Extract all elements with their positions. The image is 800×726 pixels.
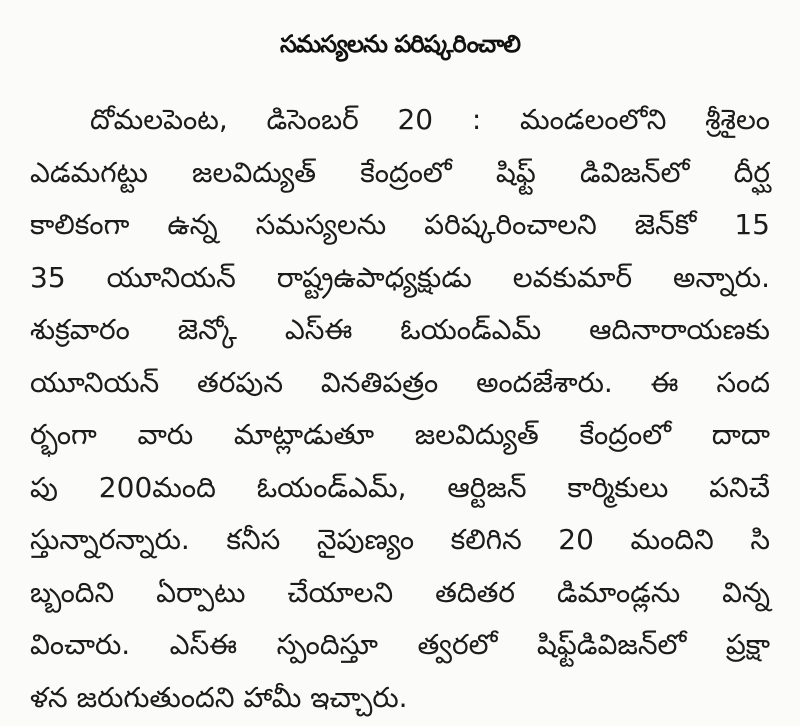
article-line: వించారు. ఎస్ఈ స్పందిస్తూ త్వరలో షిఫ్ట్‌డివిజన్‌లో ప్రక్షా xyxy=(30,628,770,661)
article-line: శుక్రవారం జెన్కో ఎస్ఈ ఓయండ్‌ఎమ్ ఆదినారాయణకు xyxy=(30,313,770,346)
article-line: స్తున్నారన్నారు. కనీస నైపుణ్యం కలిగిన 20 మందిని సి xyxy=(30,523,770,556)
article-line: ఎడమగట్టు జలవిద్యుత్ కేంద్రంలో షిఫ్ట్ డివిజన్‌లో దీర్ఘ xyxy=(30,155,770,189)
article-line: దోమలపెంట, డిసెంబర్ 20 : మండలంలోని శ్రీశైలం xyxy=(90,103,770,136)
article-line: 35 యూనియన్ రాష్ట్రఉపాధ్యక్షుడు లవకుమార్ అన్నారు. xyxy=(30,260,770,294)
article-line: కాలికంగా ఉన్న సమస్యలను పరిష్కరించాలని జెన్‌కో 15 xyxy=(30,208,770,241)
article-line: బ్బందిని ఏర్పాటు చేయాలని తదితర డిమాండ్లను విన్న xyxy=(30,575,770,609)
article-line: ర్భంగా వారు మాట్లాడుతూ జలవిద్యుత్ కేంద్రంలో దాదా xyxy=(30,418,770,451)
article-line: పు 200మంది ఓయండ్‌ఎమ్, ఆర్టిజన్ కార్మికులు పనిచే xyxy=(30,470,770,504)
article-line: ళన జరుగుతుందని హామీ ఇచ్చారు. xyxy=(30,680,408,714)
article-body xyxy=(30,94,770,724)
article-line: యూనియన్ తరపున వినతిపత్రం అందజేశారు. ఈ సంద xyxy=(30,365,770,399)
article-headline: సమస్యలను పరిష్కరించాలి xyxy=(280,30,520,58)
